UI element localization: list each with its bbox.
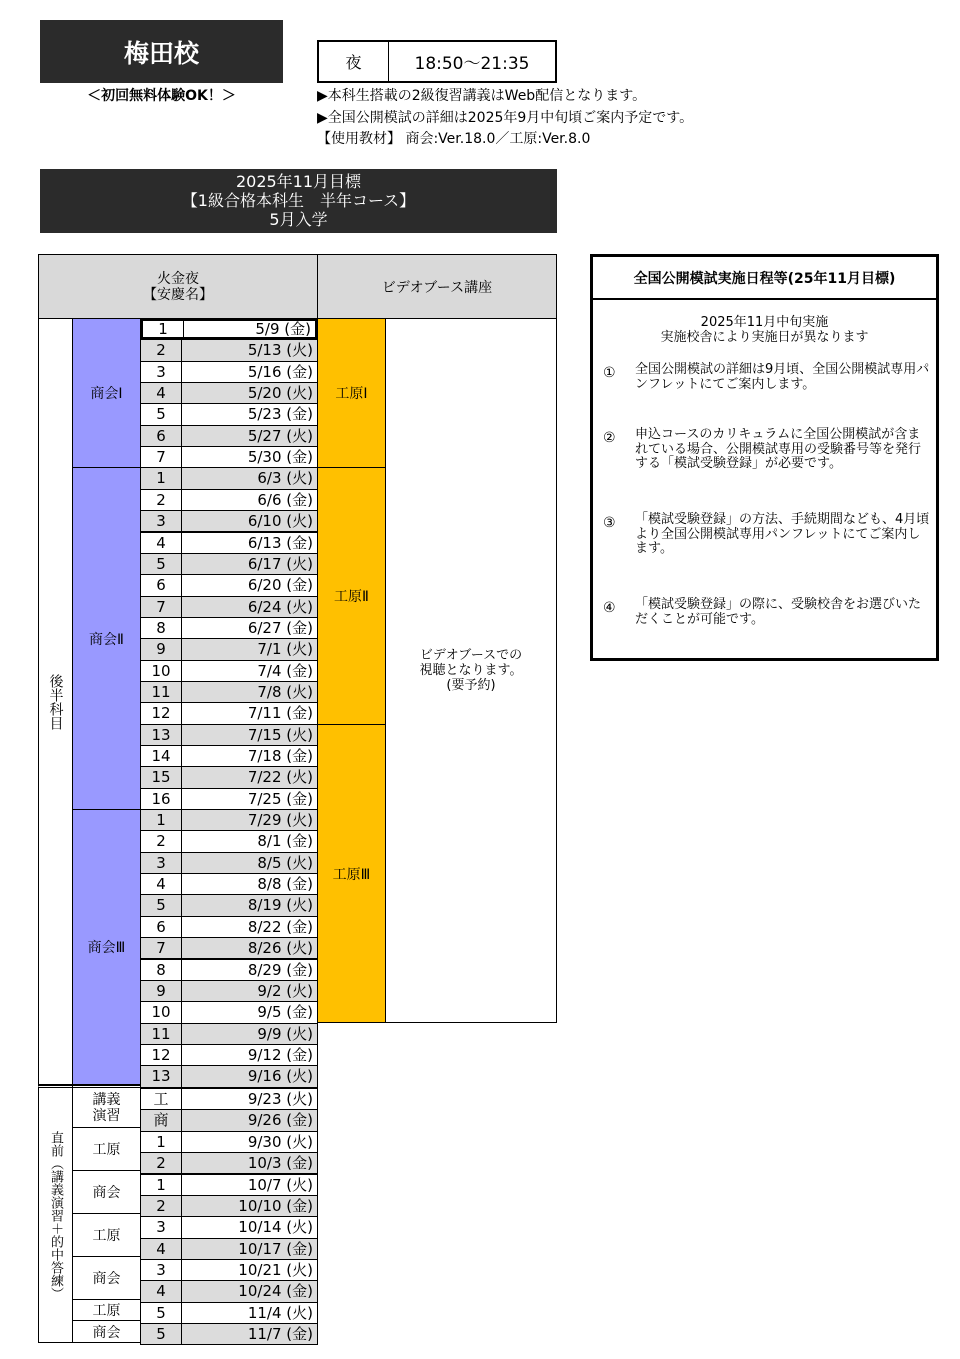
row-date: 7/15 (火): [247, 725, 313, 744]
row-date: 8/8 (金): [257, 875, 313, 894]
row-date: 10/3 (金): [247, 1154, 313, 1173]
row-number: 8: [141, 618, 182, 638]
row-date: 7/22 (火): [247, 768, 313, 787]
date-row: [140, 937, 318, 959]
time-label: 夜: [319, 42, 389, 81]
row-date: 6/13 (金): [247, 533, 313, 552]
row-date: 8/1 (金): [257, 832, 313, 851]
row-date: 5/30 (金): [247, 448, 313, 467]
row-number: 3: [141, 362, 182, 382]
date-row: [140, 510, 318, 532]
mock-exam-box: [590, 254, 939, 661]
row-number: 10: [141, 1002, 182, 1022]
row-number: 2: [141, 1196, 182, 1216]
final-group: [72, 1213, 141, 1257]
row-number: 6: [141, 426, 182, 446]
row-number: 5: [141, 1303, 182, 1323]
row-date: 6/3 (火): [257, 469, 313, 488]
row-date: 7/8 (火): [257, 682, 313, 701]
part-b-label: 直前（講義演習＋的中答練）: [48, 1130, 63, 1300]
row-date: 10/14 (火): [238, 1218, 313, 1237]
final-group: [72, 1085, 141, 1128]
final-group-label: 工原: [92, 1303, 121, 1319]
mock-item: [603, 598, 933, 627]
banner-line: 5月入学: [269, 210, 328, 229]
row-number: 3: [141, 1217, 182, 1237]
date-row: [140, 1302, 318, 1324]
time-box: [317, 40, 557, 83]
note-line: ▶本科生搭載の2級復習講義はWeb配信となります。: [317, 88, 647, 104]
date-row: [140, 724, 318, 746]
row-number: 10: [141, 661, 182, 681]
notes: [317, 86, 693, 151]
row-number: 15: [141, 767, 182, 787]
row-date: 11/7 (金): [247, 1324, 313, 1343]
group-label: 工原Ⅲ: [332, 866, 371, 883]
row-number: 7: [141, 938, 182, 958]
row-number: 7: [141, 447, 182, 467]
row-number: 5: [141, 895, 182, 915]
row-number: 5: [141, 404, 182, 424]
date-row: [140, 532, 318, 554]
row-date: 10/21 (火): [238, 1260, 313, 1279]
date-row: [140, 596, 318, 618]
mock-title: 全国公開模試実施日程等(25年11月目標): [593, 257, 936, 300]
row-number: 9: [141, 981, 182, 1001]
date-row: [140, 788, 318, 810]
mock-sub-line: 実施校舎により実施日が異なります: [660, 330, 869, 345]
date-row: [140, 339, 318, 361]
date-row: [140, 638, 318, 660]
video-note: ビデオブースでの: [419, 648, 523, 663]
group-kogen-3: [317, 724, 386, 1023]
row-date: 9/2 (火): [257, 981, 313, 1000]
row-number: 3: [141, 1260, 182, 1280]
row-number: 1: [141, 1175, 182, 1195]
row-date: 7/4 (金): [257, 661, 313, 680]
date-row: [140, 809, 318, 831]
date-row: [140, 446, 318, 468]
row-number: 1: [143, 321, 184, 337]
date-row: [140, 574, 318, 596]
item-number: ④: [603, 600, 616, 616]
row-number: 8: [141, 960, 182, 980]
date-row: [140, 1131, 318, 1153]
date-row: [140, 1216, 318, 1238]
group-label: 商会Ⅰ: [90, 386, 123, 402]
row-date: 9/30 (火): [247, 1132, 313, 1151]
row-number: 16: [141, 789, 182, 809]
row-date: 11/4 (火): [247, 1303, 313, 1322]
final-group-label: 商会: [92, 1185, 121, 1201]
date-row: [140, 1195, 318, 1217]
mock-item: [603, 363, 933, 392]
date-row: [140, 467, 318, 489]
school-name: 梅田校: [40, 20, 283, 83]
row-date: 10/24 (金): [238, 1282, 313, 1301]
item-text: 「模試受験登録」の方法、手続期間なども、4月頃より全国公開模試専用パンフレットにてご案内します。: [635, 512, 930, 556]
row-date: 10/7 (火): [247, 1175, 313, 1194]
video-note-cell: [385, 318, 557, 1023]
date-row: [140, 1259, 318, 1281]
date-row: [140, 1065, 318, 1087]
row-number: 2: [141, 1153, 182, 1173]
date-row: [140, 425, 318, 447]
row-number: 5: [141, 554, 182, 574]
row-number: 4: [141, 533, 182, 553]
final-group: [72, 1170, 141, 1214]
row-date: 9/12 (金): [247, 1045, 313, 1064]
mock-item: [603, 428, 933, 472]
group-shokai-2: [72, 467, 141, 810]
header-cell: [38, 254, 318, 319]
date-row: [140, 830, 318, 852]
row-date: 6/6 (金): [257, 490, 313, 509]
row-date: 7/25 (金): [247, 789, 313, 808]
date-row: [140, 702, 318, 724]
row-number: 6: [141, 917, 182, 937]
row-number: 商: [141, 1110, 182, 1130]
time-value: 18:50～21:35: [414, 54, 530, 74]
row-date: 6/10 (火): [247, 512, 313, 531]
group-kogen-2: [317, 467, 386, 725]
row-date: 5/13 (火): [247, 341, 313, 360]
date-row: [140, 1174, 318, 1196]
date-row: [140, 681, 318, 703]
row-number: 1: [141, 1132, 182, 1152]
row-date: 6/24 (火): [247, 597, 313, 616]
row-number: 2: [141, 490, 182, 510]
row-number: 5: [141, 1324, 182, 1344]
row-number: 1: [141, 468, 182, 488]
header-cell: [317, 254, 557, 319]
final-group: [72, 1256, 141, 1300]
date-row: [140, 660, 318, 682]
item-text: 全国公開模試の詳細は9月頃、全国公開模試専用パンフレットにてご案内します。: [635, 362, 930, 392]
row-number: 11: [141, 1024, 182, 1044]
date-row: [140, 894, 318, 916]
final-group: [72, 1320, 141, 1343]
col1-header-1: 火金夜: [157, 271, 199, 287]
item-number: ②: [603, 430, 616, 446]
date-row: [140, 382, 318, 404]
final-group-label: 工原: [92, 1228, 121, 1244]
course-banner: [40, 169, 557, 233]
row-number: 2: [141, 831, 182, 851]
row-number: 12: [141, 1045, 182, 1065]
row-date: 5/27 (火): [247, 426, 313, 445]
group-shokai-3: [72, 809, 141, 1085]
col1-header-2: 【安慶名】: [143, 287, 213, 303]
row-number: 13: [141, 725, 182, 745]
trial-note: ＜初回無料体験OK！＞: [87, 88, 236, 104]
row-number: 14: [141, 746, 182, 766]
row-date: 5/23 (金): [247, 405, 313, 424]
date-row: [140, 1238, 318, 1260]
row-number: 7: [141, 597, 182, 617]
date-row: [140, 1152, 318, 1174]
row-date: 10/17 (金): [238, 1239, 313, 1258]
mock-sub-line: 2025年11月中旬実施: [700, 315, 829, 330]
row-date: 8/5 (火): [257, 853, 313, 872]
row-number: 12: [141, 703, 182, 723]
part-a-label: 後半科目: [47, 673, 64, 730]
date-row: [140, 617, 318, 639]
row-number: 4: [141, 1281, 182, 1301]
final-group-label: 商会: [92, 1324, 121, 1341]
col2-header: ビデオブース講座: [381, 279, 493, 296]
row-date: 5/9 (金): [255, 320, 311, 338]
row-date: 7/29 (火): [247, 811, 313, 830]
row-date: 8/19 (火): [247, 896, 313, 915]
video-note: 視聴となります。: [419, 663, 523, 678]
note-line: 【使用教材】 商会:Ver.18.0／工原:Ver.8.0: [317, 131, 591, 147]
final-group-label: 工原: [92, 1142, 121, 1158]
group-label: 商会Ⅱ: [89, 631, 124, 648]
row-date: 7/18 (金): [247, 747, 313, 765]
row-number: 9: [141, 639, 182, 659]
row-number: 4: [141, 874, 182, 894]
item-text: 「模試受験登録」の際に、受験校舎をお選びいただくことが可能です。: [635, 597, 922, 627]
date-row: [140, 852, 318, 874]
row-number: 3: [141, 511, 182, 531]
date-row: [140, 766, 318, 788]
row-date: 8/26 (火): [247, 939, 313, 958]
group-label: 工原Ⅱ: [334, 589, 369, 605]
row-date: 6/27 (金): [247, 618, 313, 637]
date-row: [140, 553, 318, 575]
date-row: [140, 403, 318, 425]
row-date: 9/26 (金): [247, 1111, 313, 1130]
row-number: 1: [141, 810, 182, 830]
date-row: [140, 1088, 318, 1110]
row-date: 8/29 (金): [247, 960, 313, 979]
date-row: [140, 959, 318, 981]
row-date: 9/23 (火): [247, 1090, 313, 1109]
row-date: 9/5 (金): [257, 1003, 313, 1022]
banner-line: 【1級合格本科生 半年コース】: [181, 191, 416, 210]
group-shokai-1: [72, 318, 141, 468]
video-note: (要予約): [446, 678, 496, 693]
group-label: 工原Ⅰ: [335, 386, 368, 402]
row-date: 9/9 (火): [257, 1024, 313, 1043]
date-row: [140, 1044, 318, 1066]
row-number: 工: [141, 1089, 182, 1109]
row-number: 4: [141, 383, 182, 403]
date-row: [140, 1280, 318, 1302]
banner-line: 2025年11月目標: [235, 172, 362, 191]
part-a-cell: [38, 318, 73, 1085]
note-line: ▶全国公開模試の詳細は2025年9月中旬頃ご案内予定です。: [317, 109, 694, 126]
date-row: [140, 489, 318, 511]
part-b-cell: [38, 1085, 73, 1343]
mock-item: [603, 513, 933, 557]
row-date: 6/17 (火): [247, 554, 313, 573]
final-group-label: 講義 演習: [92, 1091, 121, 1124]
date-row: [140, 361, 318, 383]
final-group: [72, 1299, 141, 1321]
row-date: 5/20 (火): [247, 384, 313, 403]
date-row: [140, 745, 318, 767]
date-row: [140, 318, 318, 340]
row-number: 2: [141, 340, 182, 360]
final-group-label: 商会: [92, 1271, 121, 1287]
row-number: 6: [141, 575, 182, 595]
item-text: 申込コースのカリキュラムに全国公開模試が含まれている場合、公開模試専用の受験番号等を発行する「模試受験登録」が必要です。: [635, 427, 922, 471]
item-number: ①: [603, 365, 616, 381]
row-number: 4: [141, 1239, 182, 1259]
date-row: [140, 1323, 318, 1345]
row-date: 5/16 (金): [247, 362, 313, 381]
row-number: 11: [141, 682, 182, 702]
row-date: 6/20 (金): [247, 576, 313, 595]
row-date: 7/11 (金): [247, 704, 313, 723]
row-date: 8/22 (金): [247, 917, 313, 936]
date-row: [140, 980, 318, 1002]
date-row: [140, 873, 318, 895]
row-date: 7/1 (火): [257, 640, 313, 659]
row-date: 9/16 (火): [247, 1067, 313, 1086]
row-number: 13: [141, 1066, 182, 1086]
group-label: 商会Ⅲ: [87, 940, 126, 956]
date-row: [140, 916, 318, 938]
row-date: 10/10 (金): [238, 1196, 313, 1215]
date-row: [140, 1001, 318, 1023]
date-row: [140, 1023, 318, 1045]
item-number: ③: [603, 515, 616, 531]
final-group: [72, 1127, 141, 1171]
mock-subtitle: [593, 315, 936, 345]
date-row: [140, 1109, 318, 1131]
row-number: 3: [141, 853, 182, 873]
group-kogen-1: [317, 318, 386, 468]
